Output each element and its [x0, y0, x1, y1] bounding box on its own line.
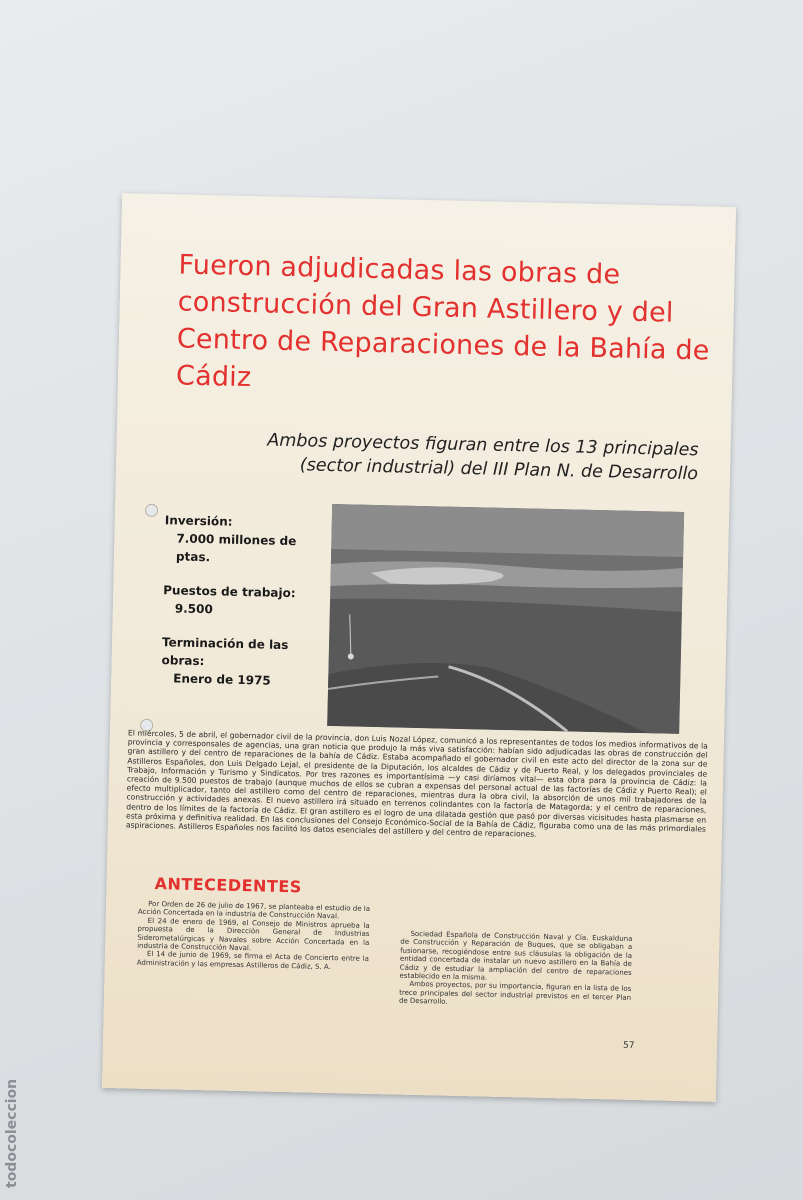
svg-text:todocoleccion: todocoleccion [4, 1078, 20, 1188]
paragraph: El 24 de enero de 1969, el Consejo de Ministros aprueba la propuesta de la Dirección General de Industrias Siderometalúrgicas y Navales sobre Acción Concertada en la industria de Construcción Naval. [137, 916, 370, 953]
paragraph: Ambos proyectos, por su importancia, figuran en la lista de los trece principales del sector industrial previstos en el tercer Plan de Desarrollo. [398, 980, 632, 1006]
antecedentes-left-column [137, 900, 370, 972]
paragraph: Sociedad Española de Construcción Naval y Cía. Euskalduna de Construcción y Reparación de Buques, que se obligaban a fusionarse, recogiéndose entre sus cláusulas la obligación de la entidad concertada de instalar un nuevo astillero en la Bahía de Cádiz y de estudiar la ampliación del centro de reparaciones establecido en la misma. [399, 929, 633, 982]
article-body: El miércoles, 5 de abril, el gobernador civil de la provincia, don Luis Nozal López, comunicó a los representantes de todos los medios informativos de la provincia y corresponsales de agencias, una gran noticia que produjo la más viva satisfacción: habían sido adjudicadas las obras de construcción del gran astillero y del centro de reparaciones de la bahía de Cádiz. Estaba acompañado el gobernador civil en este acto del director de la zona sur de Astilleros Españoles, don Luis Delgado Lejal, el presidente de la Diputación, los alcaldes de Cádiz y de Puerto Real, y los delegados provinciales de Trabajo, Información y Turismo y Sindicatos. Por tres razones es importantísima —y casi diríamos vital— esta obra para la provincia de Cádiz: la creación de 9.500 puestos de trabajo (aunque muchos de ellos se cubran a expensas del personal actual de las factorías de Cádiz y Puerto Real); el efecto multiplicador, tanto del astillero como del centro de reparaciones, mientras dura la obra civil, la absorción de unos mil trabajadores de la construcción y actividades anexas. El nuevo astillero irá situado en terrenos colindantes con la factoría de Matagorda; y el centro de reparaciones, dentro de los límites de la factoría de Cádiz. El gran astillero es el logro de una dilatada gestión que pasó por diversas vicisitudes hasta plasmarse en esta próxima y definitiva realidad. En las conclusiones del Consejo Económico-Social de la Bahía de Cádiz, figuraba como una de las más primordiales aspiraciones. Astilleros Españoles nos facilitó los datos esenciales del astillero y del centro de reparaciones. [125, 728, 708, 839]
fact-jobs [163, 581, 334, 621]
fact-label: Puestos de trabajo: [163, 583, 296, 601]
aerial-photo-art [327, 504, 684, 734]
fact-label: Terminación de las obras: [161, 635, 289, 669]
aerial-bay-photo [327, 504, 684, 734]
binder-hole [145, 504, 158, 517]
fact-investment [164, 511, 335, 569]
fact-value: 9.500 [174, 601, 213, 617]
antecedentes-right-column [399, 930, 633, 1011]
paragraph: El 14 de junio de 1969, se firma el Acta de Concierto entre la Administración y las empresas Astilleros de Cádiz, S. A. [136, 950, 370, 971]
headline: Fueron adjudicadas las obras de construcción del Gran Astillero y del Centro de Reparaciones de la Bahía de Cádiz [175, 249, 710, 394]
watermark-logo [0, 1000, 22, 1190]
page-number: 57 [622, 1040, 635, 1051]
subtitle: Ambos proyectos figuran entre los 13 principales (sector industrial) del III Plan N. de Desarrollo [267, 430, 699, 485]
section-title: ANTECEDENTES [154, 874, 303, 897]
fact-value: Enero de 1975 [173, 671, 271, 688]
paragraph: Por Orden de 26 de julio de 1967, se planteaba el estudio de la Acción Concertada en la industria de Construcción Naval. [137, 899, 371, 921]
fact-completion [161, 633, 332, 691]
fact-value: 7.000 millones de ptas. [175, 531, 297, 565]
key-facts [161, 511, 335, 707]
fact-label: Inversión: [164, 513, 233, 529]
magazine-page [102, 193, 736, 1102]
